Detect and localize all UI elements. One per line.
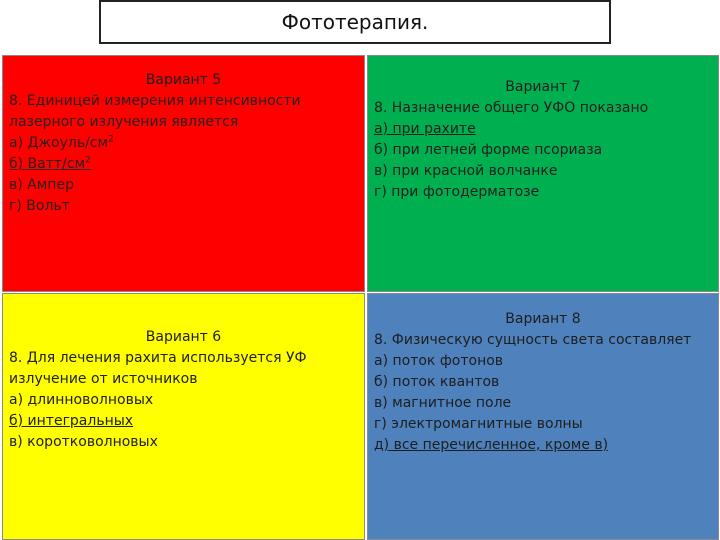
variant-5-heading: Вариант 5 xyxy=(145,72,222,88)
variant-8-question: 8. Физическую сущность света составляет xyxy=(374,332,692,348)
variant-7-heading: Вариант 7 xyxy=(505,79,581,95)
variant-7-answer-c: в) при красной волчанке xyxy=(374,163,558,179)
variant-5-answer-b-text: б) Ватт/см xyxy=(9,156,86,172)
variant-5-answer-a-exponent: 2 xyxy=(108,134,114,145)
variant-8-answer-b: б) поток квантов xyxy=(374,374,500,390)
variant-5-question-line-1: 8. Единицей измерения интенсивности xyxy=(9,93,301,109)
variant-6-question-line-1: 8. Для лечения рахита используется УФ xyxy=(9,350,307,366)
variant-5-question-line-2: лазерного излучения является xyxy=(9,114,239,130)
variant-5-answer-d: г) Вольт xyxy=(9,198,70,214)
variant-5-answer-b-exponent: 2 xyxy=(85,155,91,166)
variant-8-answer-e: д) все перечисленное, кроме в) xyxy=(374,437,609,453)
variant-5-answer-b xyxy=(9,154,358,175)
variant-5-answer-c: в) Ампер xyxy=(9,177,74,193)
variant-7-answer-a: а) при рахите xyxy=(374,121,476,137)
variant-7-panel xyxy=(367,55,719,292)
variant-6-panel xyxy=(2,293,365,540)
variant-6-question-line-2: излучение от источников xyxy=(9,371,198,387)
variant-6-heading: Вариант 6 xyxy=(145,329,222,345)
variant-5-panel xyxy=(2,55,365,292)
variant-5-answer-a-text: а) Джоуль/см xyxy=(9,135,109,151)
variant-6-answer-b: б) интегральных xyxy=(9,413,134,429)
variant-8-answer-a: а) поток фотонов xyxy=(374,353,504,369)
variant-7-answer-d: г) при фотодерматозе xyxy=(374,184,540,200)
variant-8-answer-d: г) электромагнитные волны xyxy=(374,416,583,432)
variant-8-panel xyxy=(367,293,719,540)
variant-7-answer-b: б) при летней форме псориаза xyxy=(374,142,603,158)
variant-7-question: 8. Назначение общего УФО показано xyxy=(374,100,649,116)
slide-title-text: Фототерапия. xyxy=(281,10,429,34)
variant-8-answer-c: в) магнитное поле xyxy=(374,395,512,411)
variant-6-answer-c: в) коротковолновых xyxy=(9,434,158,450)
variant-8-heading: Вариант 8 xyxy=(505,311,581,327)
slide-title xyxy=(99,0,611,44)
variant-5-answer-a xyxy=(9,133,358,154)
variant-6-answer-a: а) длинноволновых xyxy=(9,392,154,408)
